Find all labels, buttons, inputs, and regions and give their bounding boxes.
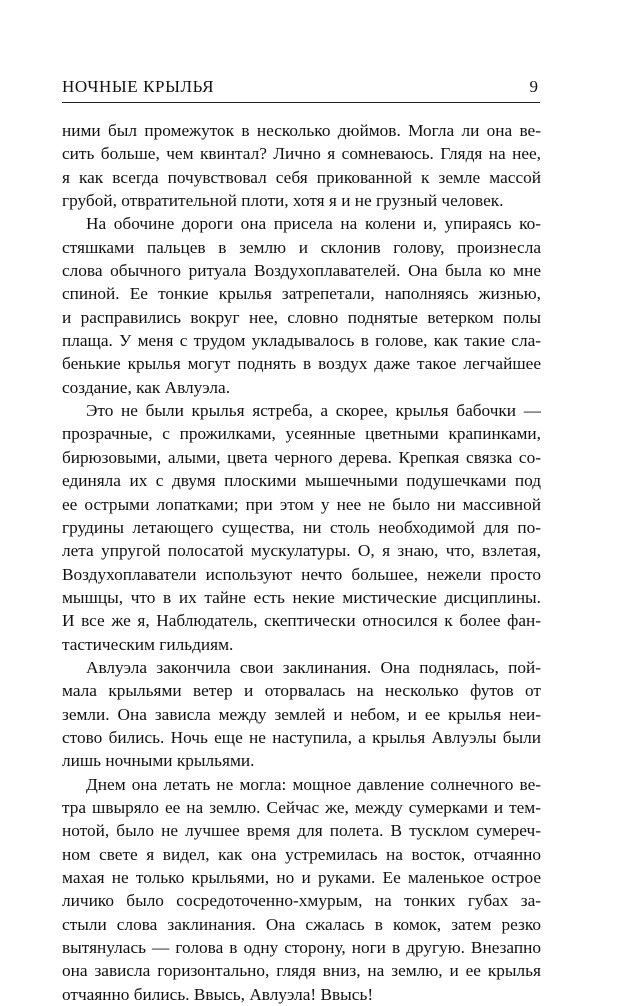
text-line: грудины летающего существа, ни столь необходимой для по-	[62, 517, 541, 537]
paragraph-1	[62, 119, 541, 212]
text-line: мала крыльями ветер и оторвалась на несколько футов от	[62, 681, 541, 701]
text-line: стово бились. Ночь еще не наступила, а крылья Авлуэлы были	[62, 727, 541, 747]
text-line: земли. Она зависла между землей и небом, и ее крылья неи-	[62, 704, 541, 724]
text-line: создание, как Авлуэла.	[62, 377, 231, 397]
paragraph-2	[62, 212, 541, 399]
running-title: НОЧНЫЕ КРЫЛЬЯ	[62, 77, 215, 96]
paragraph-4	[62, 656, 541, 773]
text-line: вытянулась — голова в одну сторону, ноги в другую. Внезапно	[62, 938, 541, 958]
text-line: я как всегда почувствовал себя прикованной к земле массой	[62, 167, 541, 187]
text-line: лета упругой полосатой мускулатуры. О, я знаю, что, взлетая,	[62, 541, 541, 561]
text-line: махая не только крыльями, но и руками. Ее маленькое острое	[62, 868, 541, 887]
text-line: плаща. У меня с трудом укладывалось в голове, как такие сла-	[62, 331, 541, 351]
text-line: бенькие крылья могут поднять в воздух даже такое легчайшее	[62, 354, 541, 374]
paragraph-3	[62, 399, 541, 656]
text-line: личико было сосредоточенно-хмурым, на тонких губах за-	[62, 891, 541, 911]
text-line: Днем она летать не могла: мощное давление солнечного ве-	[86, 774, 541, 794]
text-line: бирюзовыми, алыми, цвета черного дерева. Крепкая связка со-	[62, 447, 541, 467]
text-line: прозрачные, с прожилками, усеянные цветными крапинками,	[62, 424, 541, 444]
text-line: нотой, было не лучшее время для полета. В тусклом сумереч-	[62, 821, 541, 841]
body-text	[62, 119, 541, 1006]
text-line: Воздухоплаватели используют нечто большее, нежели просто	[62, 564, 541, 584]
text-line: отчаянно бились. Ввысь, Авлуэла! Ввысь!	[62, 984, 374, 1004]
text-line: И все же я, Наблюдатель, скептически относился к более фан-	[62, 611, 541, 631]
text-line: сить больше, чем квинтал? Лично я сомневаюсь. Глядя на нее,	[62, 144, 541, 164]
text-line: Это не были крылья ястреба, а скорее, крылья бабочки —	[86, 401, 541, 421]
text-line: ее острыми лопатками; при этом у нее не было ни массивной	[62, 494, 541, 514]
text-line: грубой, отвратительной плоти, хотя я и не грузный человек.	[62, 191, 504, 211]
text-line: тастическим гильдиям.	[62, 634, 234, 654]
text-line: единяла их с двумя плоскими мышечными подушечками под	[62, 471, 541, 491]
paragraph-5	[62, 773, 541, 1006]
page-number: 9	[529, 77, 538, 96]
text-line: мышцы, что в их тайне есть некие мистические дисциплины.	[62, 587, 541, 607]
text-line: и расправились вокруг нее, словно поднятые ветерком полы	[62, 307, 541, 327]
text-line: спиной. Ее тонкие крылья затрепетали, наполняясь жизнью,	[62, 284, 541, 304]
text-line: На обочине дороги она присела на колени и, упираясь ко-	[86, 214, 541, 234]
text-line: стяшками пальцев в землю и склонив голову, произнесла	[62, 237, 541, 257]
text-line: тра швыряло ее на землю. Сейчас же, между сумерками и тем-	[62, 797, 541, 817]
text-line: она зависла горизонтально, глядя вниз, на землю, и ее крылья	[62, 961, 541, 981]
text-line: лишь ночными крыльями.	[62, 751, 255, 771]
text-line: слова обычного ритуала Воздухоплавателей. Она была ко мне	[62, 261, 541, 281]
text-line: Авлуэла закончила свои заклинания. Она поднялась, пой-	[86, 657, 541, 677]
text-line: стыли слова заклинания. Она сжалась в комок, затем резко	[62, 914, 541, 934]
text-line: ними был промежуток в несколько дюймов. Могла ли она ве-	[62, 121, 541, 140]
page-header	[62, 76, 540, 103]
text-line: ном свете я видел, как она устремилась на восток, отчаянно	[62, 844, 541, 864]
